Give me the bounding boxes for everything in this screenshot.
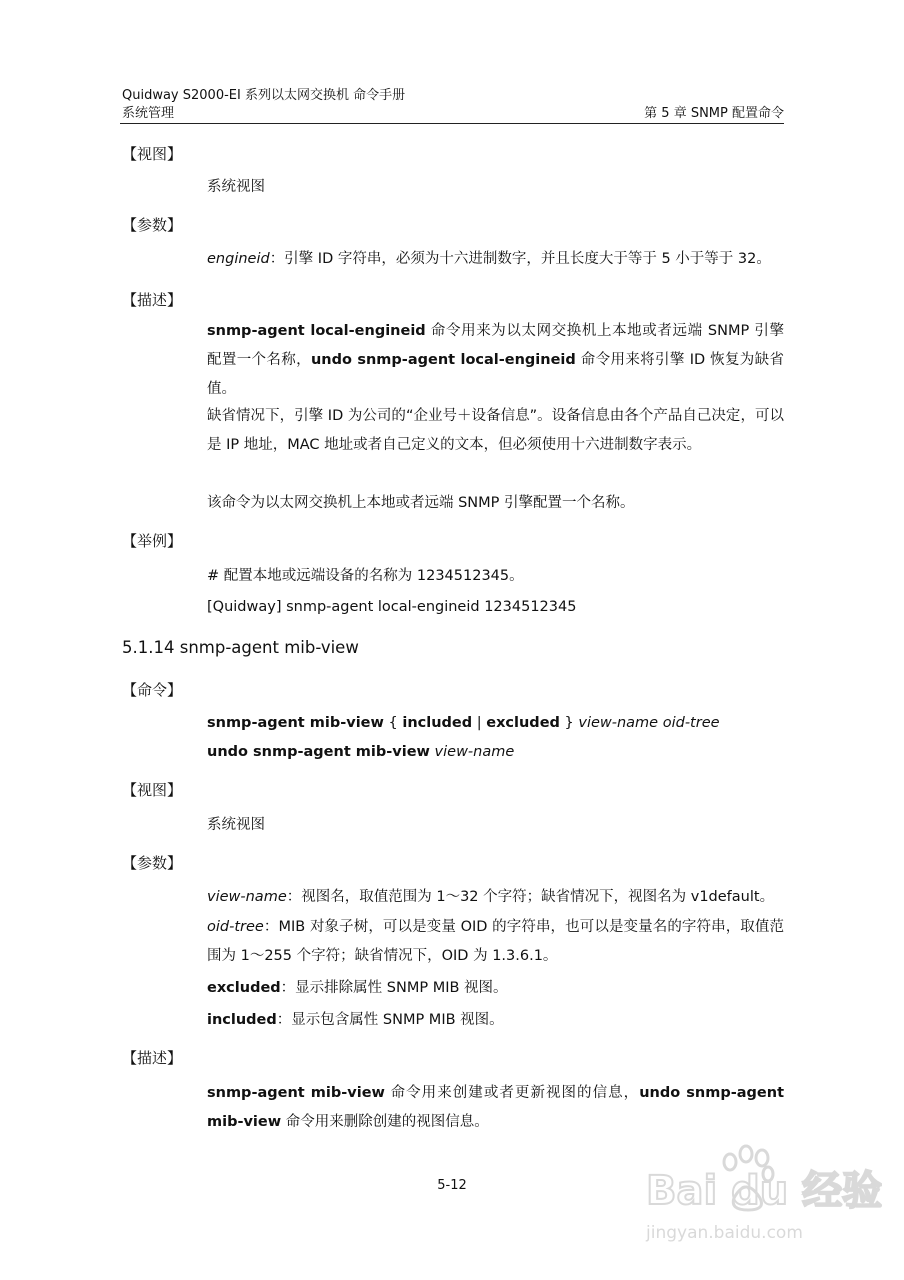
cmd-name: undo snmp-agent mib-view xyxy=(207,744,430,760)
desc-text: 命令用来将引擎 ID 恢复为缺省值。 xyxy=(207,352,785,397)
argument: view-name xyxy=(429,744,515,760)
param-included xyxy=(207,1010,504,1030)
desc-text: 命令用来创建或者更新视图的信息， xyxy=(384,1085,640,1101)
subsection-heading: 5.1.14 snmp-agent mib-view xyxy=(122,638,359,657)
desc-paragraph: 缺省情况下，引擎 ID 为公司的“企业号＋设备信息”。设备信息由各个产品自己决定，可以是 IP 地址，MAC 地址或者自己定义的文本，但必须使用十六进制数字表示。 xyxy=(207,408,784,453)
desc-paragraph xyxy=(207,317,784,404)
section-label-desc: 【描述】 xyxy=(122,1049,183,1067)
desc-paragraph xyxy=(207,1079,784,1137)
param-term: included xyxy=(207,1012,277,1028)
cmd-name: undo snmp-agent mib-view xyxy=(207,1085,785,1130)
param-oid-tree xyxy=(207,913,784,971)
param-term: view-name xyxy=(207,889,287,905)
cmd-name: snmp-agent mib-view xyxy=(207,1085,385,1101)
section-label-command: 【命令】 xyxy=(122,681,183,699)
keyword: included xyxy=(402,715,473,731)
param-term: oid-tree xyxy=(207,919,264,935)
baidu-jingyan-watermark xyxy=(642,1140,882,1260)
header-rule xyxy=(120,123,784,124)
param-term: excluded xyxy=(207,980,281,996)
param-desc: ：显示包含属性 SNMP MIB 视图。 xyxy=(276,1012,504,1028)
param-desc: ：MIB 对象子树，可以是变量 OID 的字符串，也可以是变量名的字符串，取值范围为 1～255 个字符；缺省情况下，OID 为 1.3.6.1。 xyxy=(207,919,784,964)
param-desc: ：视图名，取值范围为 1～32 个字符；缺省情况下，视图名为 v1default。 xyxy=(286,889,775,905)
header-chapter-title: 第 5 章 SNMP 配置命令 xyxy=(644,106,784,121)
syntax-brace: { xyxy=(383,715,403,731)
example-command: [Quidway] snmp-agent local-engineid 1234512345 xyxy=(207,599,577,615)
param-engineid xyxy=(207,249,771,269)
desc-text: 命令用来为以太网交换机上本地或者远端 SNMP 引擎配置一个名称， xyxy=(207,323,785,368)
command-syntax xyxy=(207,713,720,733)
section-label-view: 【视图】 xyxy=(122,781,183,799)
syntax-bar: | xyxy=(472,715,487,731)
param-desc: ：显示排除属性 SNMP MIB 视图。 xyxy=(280,980,508,996)
desc-text: 命令用来删除创建的视图信息。 xyxy=(281,1114,489,1130)
section-label-desc: 【描述】 xyxy=(122,291,183,309)
desc-paragraph: 该命令为以太网交换机上本地或者远端 SNMP 引擎配置一个名称。 xyxy=(207,495,635,511)
page-number: 5-12 xyxy=(437,1178,467,1193)
header-manual-title: Quidway S2000-EI 系列以太网交换机 命令手册 xyxy=(122,88,406,103)
argument: view-name oid-tree xyxy=(578,715,720,731)
section-label-view: 【视图】 xyxy=(122,145,183,163)
section-label-params: 【参数】 xyxy=(122,854,183,872)
param-view-name xyxy=(207,887,774,907)
section-label-params: 【参数】 xyxy=(122,216,183,234)
watermark-brand: Bai du 经验 xyxy=(646,1168,882,1214)
header-section-name: 系统管理 xyxy=(122,106,175,121)
watermark-url: jingyan.baidu.com xyxy=(646,1223,803,1243)
param-excluded xyxy=(207,978,508,998)
example-comment: # 配置本地或远端设备的名称为 1234512345。 xyxy=(207,568,524,584)
syntax-brace: } xyxy=(559,715,579,731)
cmd-name: undo snmp-agent local-engineid xyxy=(310,352,576,368)
command-syntax-undo xyxy=(207,742,514,762)
cmd-name: snmp-agent mib-view xyxy=(207,715,384,731)
view-text: 系统视图 xyxy=(207,179,265,195)
view-text: 系统视图 xyxy=(207,817,265,833)
keyword: excluded xyxy=(486,715,560,731)
cmd-name: snmp-agent local-engineid xyxy=(207,323,426,339)
param-term: engineid xyxy=(207,251,270,267)
section-label-example: 【举例】 xyxy=(122,532,183,550)
param-desc: ：引擎 ID 字符串，必须为十六进制数字，并且长度大于等于 5 小于等于 32。 xyxy=(269,251,771,267)
